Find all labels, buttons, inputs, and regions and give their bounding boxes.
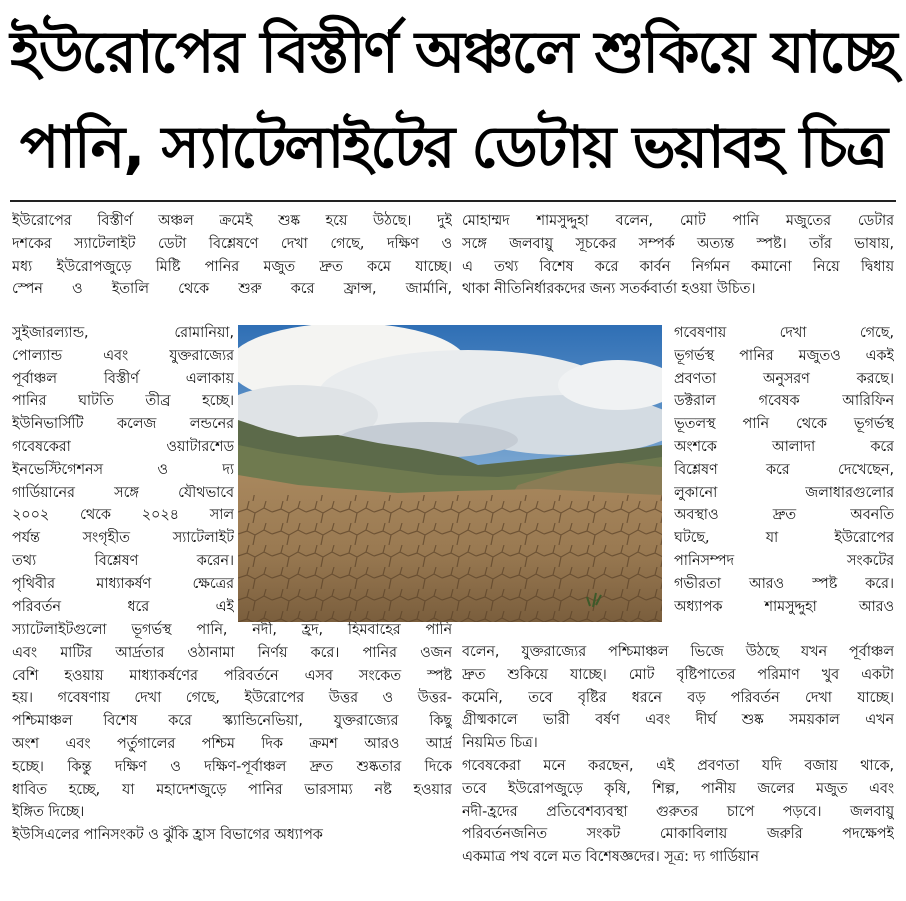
- article-line: অবস্থাও দ্রুত অবনতি: [674, 507, 894, 524]
- article-line: গ্রীষ্মকালে ভারী বর্ষণ এবং দীর্ঘ শুষ্ক সময়কাল এখন: [462, 712, 894, 729]
- article-line: পরিবর্তন ধরে এই: [12, 598, 234, 615]
- drought-photo: [238, 325, 662, 622]
- article-line: মোহাম্মদ শামসুদ্দুহা বলেন, মোট পানি মজুতের ডেটার: [462, 213, 894, 229]
- article-line: স্পেন ও ইতালি থেকে শুরু করে ফ্রান্স, জার্মানি,: [12, 281, 452, 298]
- article-line: হয়। গবেষণায় দেখা গেছে, ইউরোপের উত্তর ও উত্তর-: [12, 690, 452, 707]
- article-line: থাকা নীতিনির্ধারকদের জন্য সতর্কবার্তা হওয়া উচিত।: [462, 281, 756, 298]
- article-line: নদী-হ্রদের প্রতিবেশব্যবস্থা গুরুতর চাপে পড়বে। জলবায়ু: [462, 803, 894, 820]
- article-line: গভীরতা আরও স্পষ্ট করে।: [674, 575, 894, 592]
- article-line: ইউরোপের বিস্তীর্ণ অঞ্চল ক্রমেই শুষ্ক হয়ে উঠছে। দুই: [12, 213, 452, 229]
- article-line: পানির ঘাটতি তীব্র হচ্ছে।: [12, 393, 234, 410]
- article-line: অংশ এবং পর্তুগালের পশ্চিম দিক ক্রমশ আরও আর্দ্র: [12, 736, 452, 752]
- article-line: সঙ্গে জলবায়ু সূচকের সম্পর্ক অত্যন্ত স্পষ্ট। তাঁর ভাষায়,: [462, 235, 894, 252]
- article-line: মধ্য ইউরোপজুড়ে মিষ্টি পানির মজুত দ্রুত কমে যাচ্ছে।: [12, 258, 452, 275]
- article-line: অধ্যাপক শামসুদ্দুহা আরও: [674, 598, 894, 615]
- article-line: পূর্বাঞ্চল বিস্তীর্ণ এলাকায়: [12, 370, 234, 387]
- article-line: পর্যন্ত সংগৃহীত স্যাটেলাইট: [12, 530, 234, 547]
- article-line: ইনভেস্টিগেশনস ও দ্য: [12, 461, 234, 478]
- article-line: গবেষকেরা মনে করছেন, এই প্রবণতা যদি বজায় থাকে,: [462, 758, 894, 774]
- article-line: ইউনিভার্সিটি কলেজ লন্ডনের: [12, 416, 234, 433]
- article-line: গার্ডিয়ানের সঙ্গে যৌথভাবে: [12, 484, 234, 501]
- article-line: তবে ইউরোপজুড়ে কৃষি, শিল্প, পানীয় জলের মজুত এবং: [462, 780, 894, 797]
- article-line: ভূগর্ভস্থ পানির মজুতও একই: [674, 347, 894, 364]
- article-line: পশ্চিমাঞ্চল বিশেষ করে স্ক্যান্ডিনেভিয়া, যুক্তরাজ্যের কিছু: [12, 713, 452, 730]
- article-line: দ্রুত শুকিয়ে যাচ্ছে। মোট বৃষ্টিপাতের পরিমাণ খুব একটা: [462, 666, 894, 683]
- article-line: পৃথিবীর মাধ্যাকর্ষণ ক্ষেত্রের: [12, 575, 234, 592]
- article-line: এবং মাটির আর্দ্রতার ওঠানামা নির্ণয় করে। পানির ওজন: [12, 644, 452, 661]
- article-line: নিয়মিত চিত্র।: [462, 735, 538, 752]
- headline-line-1: ইউরোপের বিস্তীর্ণ অঞ্চলে শুকিয়ে যাচ্ছে: [10, 18, 896, 86]
- article-line: প্রবণতা অনুসরণ করছে।: [674, 370, 894, 387]
- article-line: সুইজারল্যান্ড, রোমানিয়া,: [12, 325, 234, 341]
- article-line: ইঙ্গিত দিচ্ছে।: [12, 804, 85, 821]
- article-line: বলেন, যুক্তরাজ্যের পশ্চিমাঞ্চল ভিজে উঠছে যখন পূর্বাঞ্চল: [462, 644, 894, 660]
- article-line: হচ্ছে। কিন্তু দক্ষিণ ও দক্ষিণ-পূর্বাঞ্চল দ্রুত শুষ্কতার দিকে: [12, 758, 452, 775]
- article-line: ২০০২ থেকে ২০২৪ সাল: [12, 507, 234, 524]
- article-line: তথ্য বিশ্লেষণ করেন।: [12, 553, 234, 569]
- article-line: পরিবর্তনজনিত সংকট মোকাবিলায় জরুরি পদক্ষেপই: [462, 826, 894, 843]
- article-line: লুকানো জলাধারগুলোর: [674, 484, 894, 501]
- article-line: স্যাটেলাইটগুলো ভূগর্ভস্থ পানি, নদী, হ্রদ, হিমবাহের পানি: [12, 622, 452, 638]
- headline-divider: [10, 200, 896, 202]
- article-line: ঘটছে, যা ইউরোপের: [674, 530, 894, 547]
- article-line: ডক্টরাল গবেষক আরিফিন: [674, 393, 894, 410]
- article-line: পোল্যান্ড এবং যুক্তরাজ্যের: [12, 347, 234, 364]
- article-line: বেশি হওয়ায় মাধ্যাকর্ষণের পরিবর্তনে এসব সংকেত স্পষ্ট: [12, 667, 452, 684]
- article-line: পানিসম্পদ সংকটের: [674, 553, 894, 569]
- article-line: ইউসিএলের পানিসংকট ও ঝুঁকি হ্রাস বিভাগের অধ্যাপক: [12, 827, 323, 844]
- article-line: বিশ্লেষণ করে দেখেছেন,: [674, 461, 894, 478]
- article-line: একমাত্র পথ বলে মত বিশেষজ্ঞদের। সূত্র: দ্য গার্ডিয়ান: [462, 849, 759, 866]
- article-line: এ তথ্য বিশেষ করে কার্বন নির্গমন কমানো নিয়ে দ্বিধায়: [462, 258, 894, 275]
- article-line: ধাবিত হচ্ছে, যা মহাদেশজুড়ে পানির ভারসাম্য নষ্ট হওয়ার: [12, 781, 452, 798]
- article-line: গবেষণায় দেখা গেছে,: [674, 325, 894, 341]
- article-line: ভূতলস্থ পানি থেকে ভূগর্ভস্থ: [674, 416, 894, 433]
- article-line: দশকের স্যাটেলাইট ডেটা বিশ্লেষণে দেখা গেছে, দক্ষিণ ও: [12, 235, 452, 252]
- headline-line-2: পানি, স্যাটেলাইটের ডেটায় ভয়াবহ চিত্র: [19, 113, 887, 181]
- article-line: কমেনি, তবে বৃষ্টির ধরনে বড় পরিবর্তন দেখা যাচ্ছে।: [462, 689, 894, 706]
- article-line: অংশকে আলাদা করে: [674, 439, 894, 455]
- article-line: গবেষকেরা ওয়াটারশেড: [12, 439, 234, 455]
